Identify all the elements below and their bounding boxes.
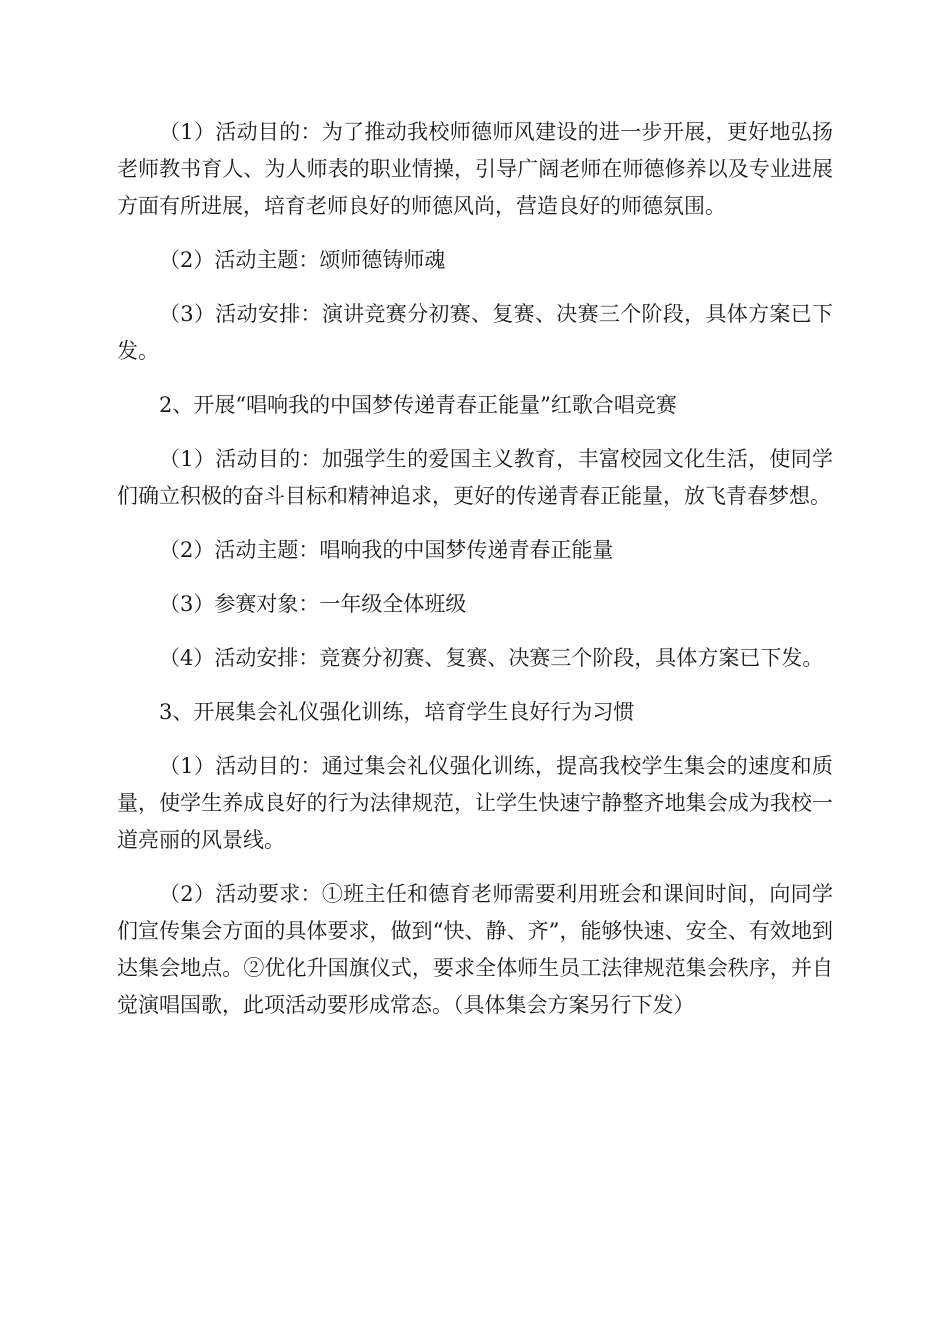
paragraph-teacher-ethics-purpose: （1）活动目的：为了推动我校师德师风建设的进一步开展，更好地弘扬老师教书育人、为人师表的职业情操，引导广阔老师在师德修养以及专业进展方面有所进展，培育老师良好的师德风尚，营造良好的师德氛围。	[117, 120, 833, 218]
document-body	[117, 114, 833, 1041]
paragraph-red-song-theme: （2）活动主题：唱响我的中国梦传递青春正能量	[159, 538, 614, 562]
paragraph-assembly-requirements: （2）活动要求：①班主任和德育老师需要利用班会和课间时间，向同学们宣传集会方面的具体要求，做到“快、静、齐”，能够快速、安全、有效地到达集会地点。②优化升国旗仪式，要求全体师生员工法律规范集会秩序，并自觉演唱国歌，此项活动要形成常态。（具体集会方案另行下发）	[117, 882, 833, 1017]
paragraph-teacher-ethics-theme: （2）活动主题：颂师德铸师魂	[159, 248, 446, 272]
section-heading-assembly-etiquette: 3、开展集会礼仪强化训练，培育学生良好行为习惯	[159, 700, 635, 724]
paragraph-teacher-ethics-arrangement: （3）活动安排：演讲竞赛分初赛、复赛、决赛三个阶段，具体方案已下发。	[117, 302, 833, 363]
section-heading-red-song-contest: 2、开展“唱响我的中国梦传递青春正能量”红歌合唱竞赛	[159, 393, 677, 417]
paragraph-assembly-purpose: （1）活动目的：通过集会礼仪强化训练，提高我校学生集会的速度和质量，使学生养成良好的行为法律规范，让学生快速宁静整齐地集会成为我校一道亮丽的风景线。	[117, 754, 833, 852]
paragraph-red-song-arrangement: （4）活动安排：竞赛分初赛、复赛、决赛三个阶段，具体方案已下发。	[159, 646, 824, 670]
paragraph-red-song-purpose: （1）活动目的：加强学生的爱国主义教育，丰富校园文化生活，使同学们确立积极的奋斗目标和精神追求，更好的传递青春正能量，放飞青春梦想。	[117, 447, 833, 508]
paragraph-red-song-participants: （3）参赛对象：一年级全体班级	[159, 592, 467, 616]
